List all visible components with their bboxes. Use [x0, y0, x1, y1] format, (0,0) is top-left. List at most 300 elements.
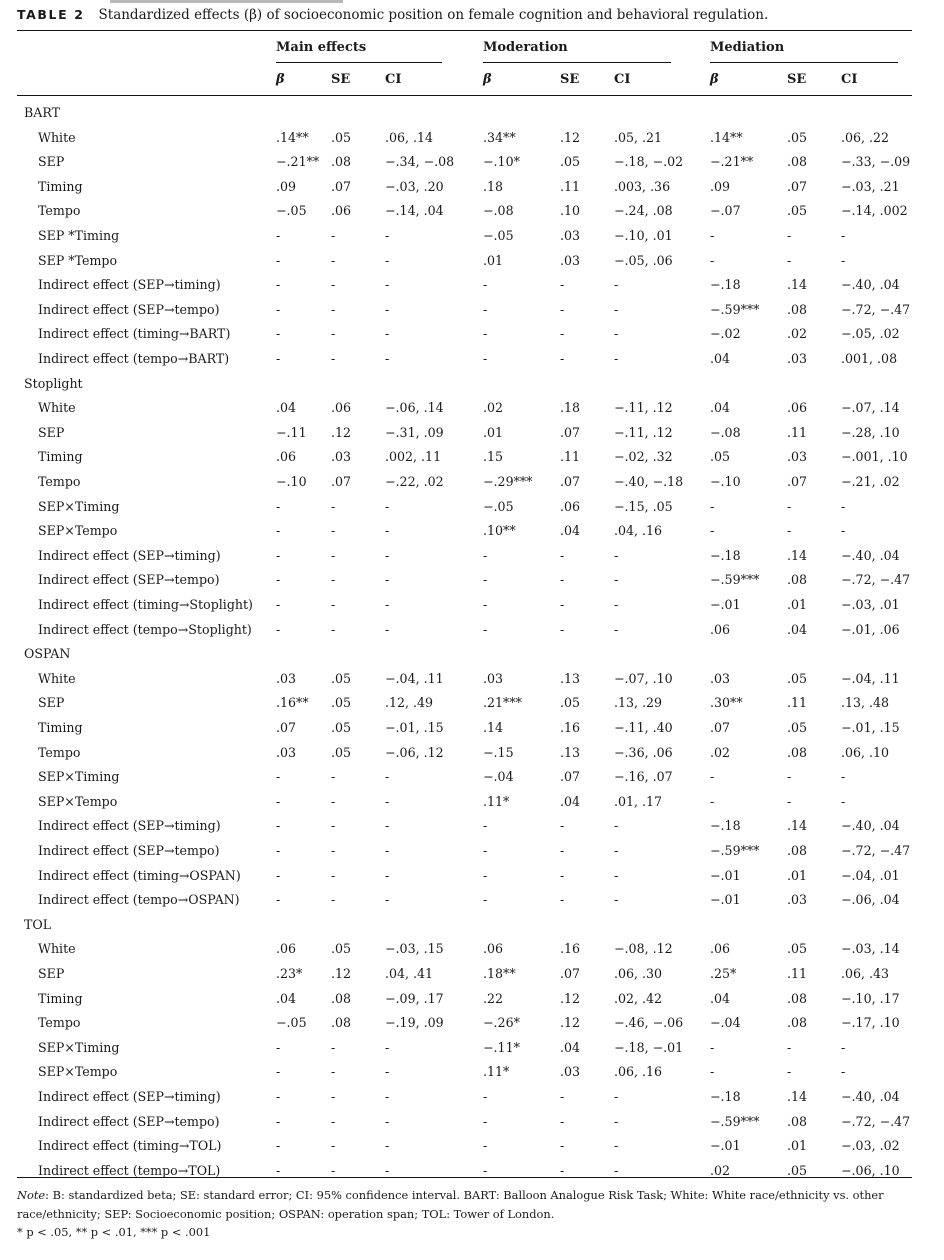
table-row [0, 1134, 944, 1159]
table-cell: −.05 [276, 203, 307, 219]
table-cell: .08 [787, 1015, 808, 1031]
section-label: Stoplight [24, 375, 83, 391]
table-cell: .003, .36 [614, 178, 671, 194]
group-rule-moderation [483, 62, 671, 63]
table-cell: .01, .17 [614, 793, 663, 809]
table-cell: - [710, 793, 715, 809]
table-cell: - [841, 1064, 846, 1080]
table-row [0, 1011, 944, 1036]
table-cell: - [560, 892, 565, 908]
table-cell: - [385, 1138, 390, 1154]
table-cell: - [483, 1162, 488, 1178]
table-cell: - [483, 867, 488, 883]
table-cell: - [483, 326, 488, 342]
table-row [0, 126, 944, 151]
table-cell: −.04, .11 [385, 670, 444, 686]
table-row [0, 691, 944, 716]
table-cell: - [560, 547, 565, 563]
group-header-mediation: Mediation [710, 40, 785, 55]
table-cell: −.01, .06 [841, 621, 900, 637]
table-row [0, 937, 944, 962]
table-cell: - [331, 523, 336, 539]
table-cell: - [276, 326, 281, 342]
table-cell: .05 [560, 695, 581, 711]
table-cell: .06 [483, 941, 504, 957]
table-cell: - [331, 597, 336, 612]
group-header-main-effects: Main effects [276, 40, 367, 55]
table-cell: - [276, 1089, 281, 1104]
table-row [0, 273, 944, 298]
row-label: SEP×Tempo [38, 793, 118, 809]
table-cell: .06, .43 [841, 966, 890, 981]
table-cell: - [483, 1138, 488, 1154]
table-cell: - [483, 1113, 488, 1129]
row-label: SEP×Tempo [38, 523, 118, 539]
row-label: SEP *Tempo [38, 252, 118, 268]
table-cell: .12 [331, 966, 352, 981]
table-cell: - [483, 1089, 488, 1104]
table-cell: - [385, 228, 390, 243]
table-cell: - [710, 769, 715, 785]
table-cell: −.34, −.08 [385, 154, 455, 170]
table-row [0, 667, 944, 692]
table-cell: −.02, .32 [614, 449, 673, 465]
table-cell: - [276, 1064, 281, 1080]
table-cell: .06, .30 [614, 966, 663, 981]
col-header-beta-main: β [276, 72, 285, 87]
table-row [0, 593, 944, 618]
table-bottom-rule [17, 1177, 912, 1178]
table-cell: .08 [787, 843, 808, 858]
table-cell: .04 [710, 400, 731, 416]
table-cell: .03 [560, 1064, 581, 1080]
table-cell: −.33, −.09 [841, 154, 911, 170]
table-cell: - [483, 597, 488, 612]
table-row [0, 445, 944, 470]
table-cell: - [787, 228, 792, 243]
table-row [0, 470, 944, 495]
table-cell: .23* [276, 966, 303, 981]
table-cell: −.03, .21 [841, 178, 900, 194]
table-cell: −.29*** [483, 474, 533, 489]
table-cell: - [710, 498, 715, 514]
table-cell: .11 [787, 695, 808, 711]
table-cell: −.36, .06 [614, 744, 673, 760]
table-cell: −.001, .10 [841, 449, 908, 465]
table-cell: .002, .11 [385, 449, 442, 465]
table-cell: −.72, −.47 [841, 301, 911, 317]
table-cell: −.24, .08 [614, 203, 673, 219]
table-cell: .05 [787, 203, 808, 219]
table-cell: −.11, .40 [614, 720, 673, 735]
row-label: Tempo [38, 203, 81, 219]
table-cell: .05 [331, 129, 352, 145]
table-cell: −.03, .14 [841, 941, 900, 957]
table-row [0, 495, 944, 520]
row-label: SEP *Timing [38, 228, 120, 243]
table-cell: - [385, 818, 390, 834]
table-cell: - [560, 1162, 565, 1178]
table-cell: - [385, 793, 390, 809]
section-row [0, 372, 944, 397]
table-cell: - [331, 843, 336, 858]
table-cell: - [276, 572, 281, 588]
row-label: Timing [38, 178, 83, 194]
table-cell: - [276, 867, 281, 883]
section-row [0, 642, 944, 667]
section-label: BART [24, 105, 61, 120]
table-cell: −.08 [710, 424, 741, 440]
table-cell: −.19, .09 [385, 1015, 444, 1031]
table-cell: .07 [560, 424, 581, 440]
table-cell: - [276, 301, 281, 317]
table-cell: - [331, 498, 336, 514]
table-row [0, 765, 944, 790]
table-cell: - [385, 769, 390, 785]
table-cell: .08 [331, 990, 352, 1006]
table-cell: - [560, 277, 565, 293]
table-cell: .11* [483, 793, 510, 809]
table-title: Standardized effects (β) of socioeconomic position on female cognition and behavioral regulation. [98, 7, 769, 23]
table-top-rule [17, 30, 912, 31]
table-cell: .02 [483, 400, 504, 416]
table-cell: - [331, 892, 336, 908]
row-label: Indirect effect (SEP→timing) [38, 277, 221, 293]
table-cell: - [614, 843, 619, 858]
table-row [0, 987, 944, 1012]
table-cell: −.18 [710, 1089, 741, 1104]
table-cell: −.18, −.01 [614, 1039, 684, 1055]
table-cell: - [385, 498, 390, 514]
table-cell: .03 [787, 351, 808, 366]
table-cell: - [710, 1064, 715, 1080]
table-cell: −.05 [483, 498, 514, 514]
table-cell: .07 [276, 720, 297, 735]
table-cell: - [276, 351, 281, 366]
table-cell: .06 [710, 941, 731, 957]
table-row [0, 814, 944, 839]
table-cell: .06 [331, 203, 352, 219]
table-row [0, 1036, 944, 1061]
table-cell: .01 [787, 597, 808, 612]
row-label: Indirect effect (SEP→timing) [38, 1089, 221, 1104]
col-header-se-main: SE [331, 72, 351, 87]
table-cell: .03 [560, 228, 581, 243]
row-label: White [38, 670, 76, 686]
table-cell: −.05 [276, 1015, 307, 1031]
table-cell: .08 [331, 1015, 352, 1031]
row-label: Indirect effect (timing→TOL) [38, 1138, 222, 1154]
table-cell: - [787, 793, 792, 809]
table-cell: .03 [276, 670, 297, 686]
table-cell: - [560, 867, 565, 883]
table-cell: −.03, .01 [841, 597, 900, 612]
table-cell: .11* [483, 1064, 510, 1080]
table-cell: .13, .48 [841, 695, 890, 711]
table-cell: - [276, 1138, 281, 1154]
table-cell: −.06, .12 [385, 744, 444, 760]
table-cell: - [385, 1113, 390, 1129]
table-cell: −.72, −.47 [841, 843, 911, 858]
table-row [0, 716, 944, 741]
table-cell: - [331, 1089, 336, 1104]
table-cell: - [276, 277, 281, 293]
table-row [0, 519, 944, 544]
table-cell: −.40, .04 [841, 1089, 900, 1104]
table-cell: .14 [787, 818, 808, 834]
table-cell: −.08, .12 [614, 941, 673, 957]
table-cell: .05 [787, 129, 808, 145]
table-cell: −.10 [710, 474, 741, 489]
table-cell: .03 [787, 449, 808, 465]
table-cell: - [614, 326, 619, 342]
table-cell: −.07, .10 [614, 670, 673, 686]
table-cell: .13 [560, 670, 581, 686]
table-cell: - [841, 228, 846, 243]
table-cell: - [276, 818, 281, 834]
table-cell: - [385, 867, 390, 883]
table-cell: - [276, 843, 281, 858]
table-cell: - [710, 523, 715, 539]
table-cell: −.10, .17 [841, 990, 900, 1006]
table-row [0, 1060, 944, 1085]
table-cell: .05 [787, 1162, 808, 1178]
table-cell: −.31, .09 [385, 424, 444, 440]
table-cell: - [276, 1039, 281, 1055]
table-cell: −.46, −.06 [614, 1015, 684, 1031]
table-cell: - [614, 1162, 619, 1178]
table-cell: .10 [560, 203, 581, 219]
table-cell: .02 [710, 1162, 731, 1178]
table-cell: .03 [483, 670, 504, 686]
table-row [0, 249, 944, 274]
section-row [0, 913, 944, 938]
table-cell: .06, .16 [614, 1064, 663, 1080]
table-cell: - [483, 818, 488, 834]
table-cell: −.59*** [710, 572, 760, 588]
table-cell: - [276, 769, 281, 785]
table-cell: .06, .22 [841, 129, 890, 145]
group-rule-main-effects [276, 62, 442, 63]
table-cell: - [385, 892, 390, 908]
table-cell: - [385, 1162, 390, 1178]
table-cell: −.10 [276, 474, 307, 489]
row-label: Indirect effect (tempo→Stoplight) [38, 621, 252, 637]
table-cell: .001, .08 [841, 351, 898, 366]
top-accent-bar [110, 0, 343, 3]
table-cell: - [385, 301, 390, 317]
table-cell: .34** [483, 129, 516, 145]
table-cell: .13, .29 [614, 695, 663, 711]
table-cell: −.05 [483, 228, 514, 243]
row-label: White [38, 400, 76, 416]
table-cell: −.18, −.02 [614, 154, 684, 170]
table-cell: −.14, .002 [841, 203, 908, 219]
col-header-se-mediation: SE [787, 72, 807, 87]
table-cell: - [483, 277, 488, 293]
table-cell: - [787, 769, 792, 785]
table-cell: .06, .14 [385, 129, 434, 145]
table-cell: - [385, 572, 390, 588]
table-cell: - [614, 277, 619, 293]
table-cell: .02 [710, 744, 731, 760]
table-cell: .05 [710, 449, 731, 465]
table-cell: .07 [560, 769, 581, 785]
row-label: White [38, 941, 76, 957]
table-cell: - [331, 1113, 336, 1129]
table-cell: - [614, 867, 619, 883]
table-cell: - [385, 1089, 390, 1104]
table-cell: .03 [787, 892, 808, 908]
table-cell: −.09, .17 [385, 990, 444, 1006]
table-cell: .04 [710, 990, 731, 1006]
table-cell: .06, .10 [841, 744, 890, 760]
row-label: Indirect effect (SEP→tempo) [38, 301, 220, 317]
table-cell: - [560, 351, 565, 366]
table-cell: −.04 [483, 769, 514, 785]
table-row [0, 224, 944, 249]
table-cell: −.03, .20 [385, 178, 444, 194]
table-cell: - [614, 547, 619, 563]
row-label: Indirect effect (SEP→tempo) [38, 1113, 220, 1129]
table-cell: - [331, 547, 336, 563]
row-label: Indirect effect (tempo→BART) [38, 351, 230, 366]
table-row [0, 298, 944, 323]
table-cell: −.04, .11 [841, 670, 900, 686]
table-row [0, 199, 944, 224]
table-row [0, 962, 944, 987]
table-cell: −.01 [710, 892, 741, 908]
table-cell: - [331, 252, 336, 268]
table-cell: - [614, 892, 619, 908]
table-cell: −.08 [483, 203, 514, 219]
table-cell: .12, .49 [385, 695, 434, 711]
table-cell: .05 [331, 720, 352, 735]
table-cell: .07 [787, 178, 808, 194]
table-cell: .30** [710, 695, 743, 711]
table-cell: - [276, 597, 281, 612]
row-label: SEP×Tempo [38, 1064, 118, 1080]
table-cell: - [331, 228, 336, 243]
table-cell: - [276, 498, 281, 514]
row-label: SEP×Timing [38, 1039, 120, 1055]
table-cell: .15 [483, 449, 504, 465]
table-cell: - [276, 547, 281, 563]
table-cell: .11 [560, 178, 581, 194]
table-cell: - [614, 1113, 619, 1129]
table-cell: −.06, .10 [841, 1162, 900, 1178]
table-cell: .03 [710, 670, 731, 686]
table-cell: .05 [331, 695, 352, 711]
table-cell: .02, .42 [614, 990, 663, 1006]
table-cell: - [841, 252, 846, 268]
row-label: Timing [38, 720, 83, 735]
row-label: Tempo [38, 474, 81, 489]
table-cell: - [483, 892, 488, 908]
table-cell: - [385, 252, 390, 268]
table-cell: −.18 [710, 818, 741, 834]
table-cell: .14 [787, 547, 808, 563]
table-cell: −.16, .07 [614, 769, 673, 785]
table-cell: - [841, 523, 846, 539]
col-header-beta-moderation: β [483, 72, 492, 87]
note-text: : B: standardized beta; SE: standard error; CI: 95% confidence interval. BART: Balloon Analogue Risk Task; White: White race/ethnicity vs. other race/ethnicity; SEP: Socioeconomic position; OSPAN: operation span; TOL: Tower of London. [17, 1188, 884, 1221]
table-cell: - [331, 1138, 336, 1154]
table-cell: - [276, 1162, 281, 1178]
row-label: SEP×Timing [38, 769, 120, 785]
row-label: Indirect effect (tempo→OSPAN) [38, 892, 240, 908]
table-cell: - [331, 621, 336, 637]
table-cell: .03 [331, 449, 352, 465]
table-cell: - [614, 1138, 619, 1154]
table-cell: −.18 [710, 277, 741, 293]
table-cell: −.18 [710, 547, 741, 563]
table-cell: - [483, 351, 488, 366]
table-cell: - [331, 351, 336, 366]
table-cell: .09 [276, 178, 297, 194]
col-header-se-moderation: SE [560, 72, 580, 87]
table-cell: .14** [710, 129, 743, 145]
table-cell: .04 [276, 400, 297, 416]
table-cell: - [385, 843, 390, 858]
table-cell: .04 [560, 523, 581, 539]
table-row [0, 544, 944, 569]
table-cell: - [614, 351, 619, 366]
table-cell: .11 [787, 966, 808, 981]
table-cell: - [385, 597, 390, 612]
row-label: Indirect effect (SEP→tempo) [38, 843, 220, 858]
header-bottom-rule [17, 95, 912, 96]
table-cell: .11 [787, 424, 808, 440]
table-cell: .13 [560, 744, 581, 760]
table-cell: - [787, 498, 792, 514]
table-cell: - [560, 1138, 565, 1154]
row-label: SEP×Timing [38, 498, 120, 514]
table-cell: .06 [560, 498, 581, 514]
table-cell: −.14, .04 [385, 203, 444, 219]
table-cell: .14 [787, 277, 808, 293]
table-cell: - [560, 1113, 565, 1129]
table-cell: - [614, 1089, 619, 1104]
table-cell: .07 [331, 474, 352, 489]
table-cell: −.01, .15 [841, 720, 900, 735]
table-cell: - [331, 818, 336, 834]
row-label: Timing [38, 449, 83, 465]
table-cell: −.40, .04 [841, 547, 900, 563]
table-cell: .06 [710, 621, 731, 637]
table-cell: .05 [331, 744, 352, 760]
table-row [0, 839, 944, 864]
table-cell: .12 [331, 424, 352, 440]
row-label: Indirect effect (SEP→timing) [38, 547, 221, 563]
table-cell: −.40, .04 [841, 277, 900, 293]
table-cell: .07 [710, 720, 731, 735]
table-cell: −.01 [710, 597, 741, 612]
row-label: SEP [38, 695, 65, 711]
table-cell: .05 [787, 941, 808, 957]
table-cell: - [276, 793, 281, 809]
table-cell: −.05, .06 [614, 252, 673, 268]
table-cell: .05 [787, 670, 808, 686]
table-cell: - [331, 867, 336, 883]
table-cell: −.59*** [710, 843, 760, 858]
table-cell: −.03, .02 [841, 1138, 900, 1154]
table-cell: - [614, 818, 619, 834]
table-cell: - [331, 572, 336, 588]
table-cell: .05 [787, 720, 808, 735]
table-cell: - [614, 621, 619, 637]
table-cell: .21*** [483, 695, 522, 711]
